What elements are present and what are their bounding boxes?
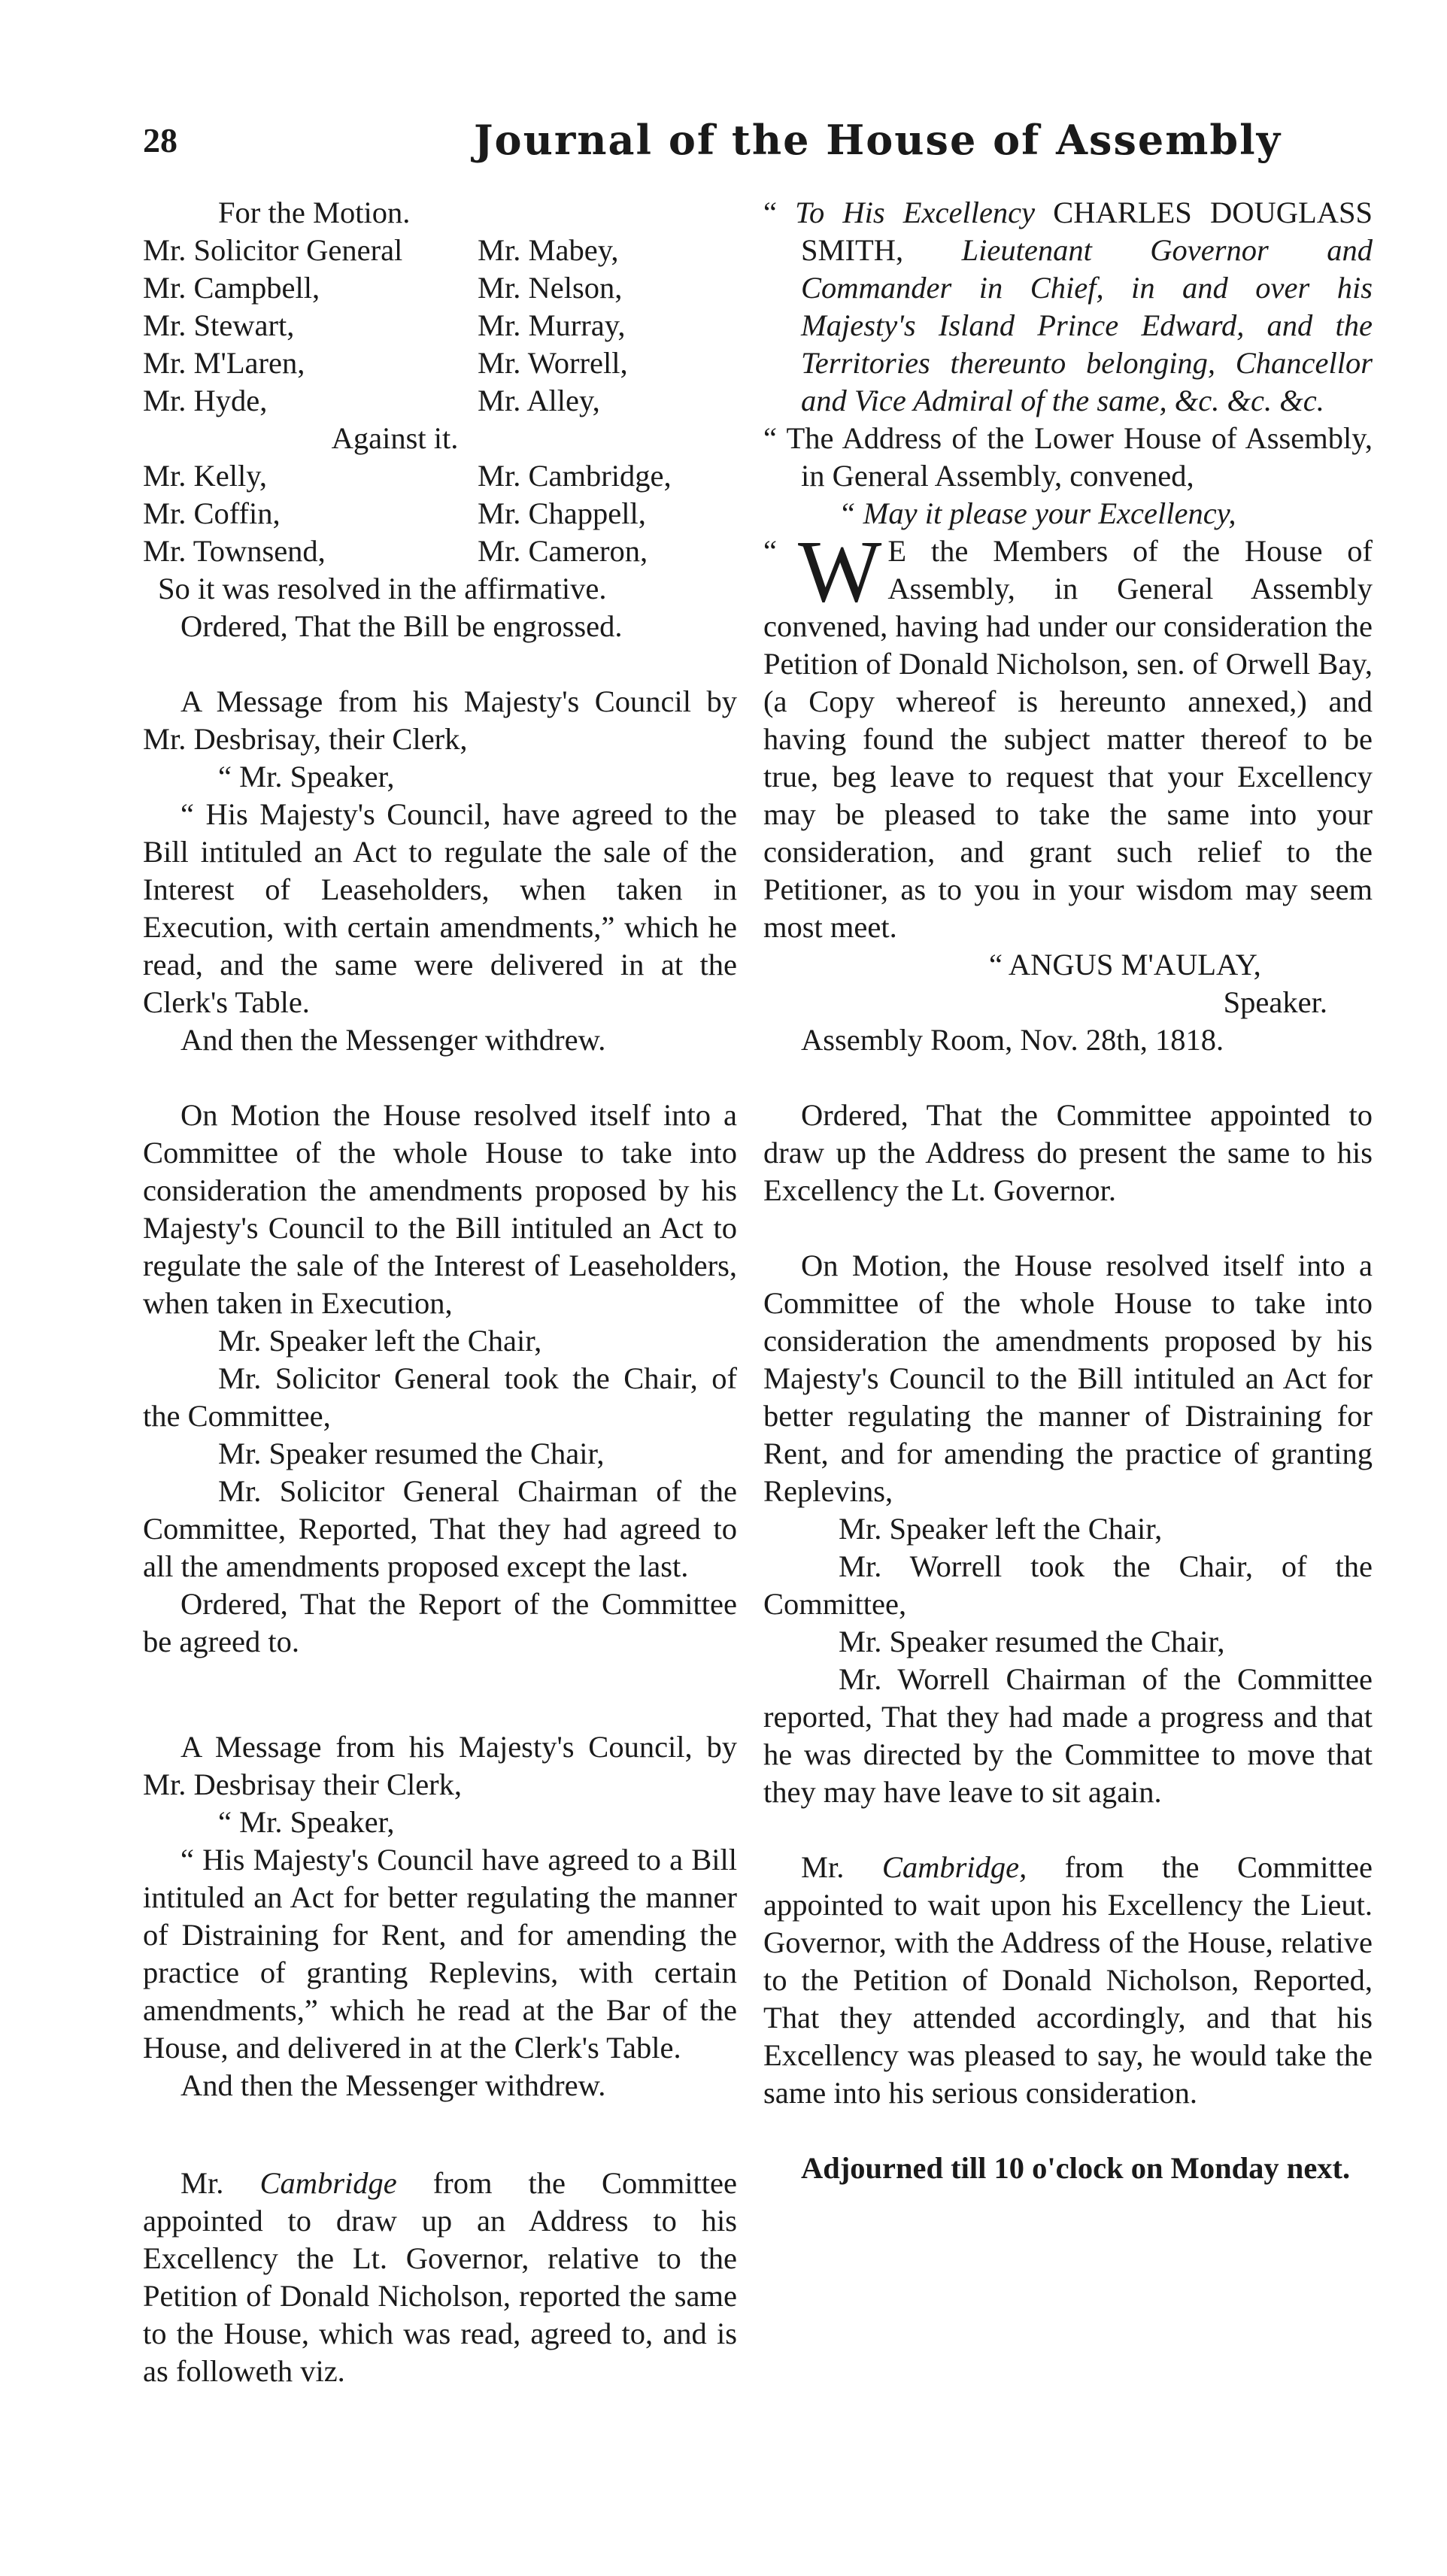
against-member: Mr. Townsend, — [143, 534, 326, 568]
address-open-quote: “ — [763, 196, 777, 229]
running-head: Journal of the House of Assembly — [474, 116, 1282, 164]
message1-body: “ His Majesty's Council, have agreed to the Bill intituled an Act to regulate the sale of the Interest of Leaseholders, when taken in Execution, with certain amendments,” which he read, and the same were delivered in at the Clerk's Table. — [143, 797, 737, 1019]
for-member: Mr. Solicitor General — [143, 233, 403, 267]
ordered-report-agreed: Ordered, That the Report of the Committee be agreed to. — [143, 1587, 737, 1658]
ordered-engrossed: Ordered, That the Bill be engrossed. — [180, 609, 623, 643]
solicitor-took-chair: Mr. Solicitor General took the Chair, of the Committee, — [143, 1361, 737, 1433]
cambridge-name: Cambridge — [259, 2166, 397, 2200]
for-member: Mr. Stewart, — [143, 308, 295, 342]
address-body-text: E the Members of the House of Assembly, in General Assembly convened, having had under our consideration the Petition of Donald Nicholson, sen. of Orwell Bay, (a Copy whereof is hereunto annexed,) and having found the subject matter thereof to be true, beg leave to request that your Excellency may be pleased to take the same into your consideration, and grant such relief to the Petitioner, as to you in your wisdom may seem most meet. — [763, 534, 1373, 944]
worrell-took-chair: Mr. Worrell took the Chair, of the Committee, — [763, 1549, 1373, 1621]
may-it-please-text: “ May it please your Excellency, — [839, 496, 1236, 530]
address-from: “ The Address of the Lower House of Assembly, in General Assembly, convened, — [763, 421, 1373, 493]
cambridge-report-text-2: from the Committee appointed to wait upon his Excellency the Lieut. Governor, with the Address of the House, relative to the Petition of Donald Nicholson, Reported, That they attended accordingly, and that his Excellency was pleased to say, he would take the same into his serious consideration. — [763, 1850, 1373, 2110]
message1-salutation: “ Mr. Speaker, — [218, 760, 395, 793]
for-row — [143, 232, 737, 269]
for-member: Mr. Murray, — [478, 308, 626, 342]
address-heading — [763, 194, 1373, 420]
for-motion-heading: For the Motion. — [218, 196, 411, 229]
against-member: Mr. Cameron, — [478, 534, 648, 568]
resolved-affirmative: So it was resolved in the affirmative. — [158, 572, 607, 605]
against-row — [143, 457, 737, 495]
message1-intro: A Message from his Majesty's Council by Mr. Desbrisay, their Clerk, — [143, 684, 737, 756]
cambridge-report-text: from the Committee appointed to draw up an Address to his Excellency the Lt. Governor, relative to the Petition of Donald Nicholson, reported the same to the House, which was read, agreed to, and is as followeth viz. — [143, 2166, 737, 2388]
against-heading: Against it. — [331, 421, 459, 455]
for-row — [143, 382, 737, 420]
ordered-present-address: Ordered, That the Committee appointed to draw up the Address do present the same to his Excellency the Lt. Governor. — [763, 1098, 1373, 1207]
for-member: Mr. Nelson, — [478, 271, 623, 305]
message1-withdrew: And then the Messenger withdrew. — [180, 1023, 606, 1057]
for-motion-list — [143, 232, 737, 420]
address-body-quote: “ — [763, 534, 777, 568]
for-member: Mr. Mabey, — [478, 233, 619, 267]
left-column — [143, 194, 737, 2390]
cambridge-address-report — [143, 2165, 737, 2390]
against-member: Mr. Cambridge, — [478, 459, 672, 493]
for-member: Mr. Alley, — [478, 384, 600, 417]
against-member: Mr. Coffin, — [143, 496, 281, 530]
for-member: Mr. Campbell, — [143, 271, 320, 305]
message2-intro: A Message from his Majesty's Council, by Mr. Desbrisay their Clerk, — [143, 1730, 737, 1801]
against-row — [143, 532, 737, 570]
page-number: 28 — [143, 121, 177, 159]
right-column — [763, 194, 1373, 2187]
for-member: Mr. Hyde, — [143, 384, 268, 417]
message2-body: “ His Majesty's Council have agreed to a Bill intituled an Act for better regulating the manner of Distraining for Rent, and for amending the practice of granting Replevins, with certain amendments,” which he read at the Bar of the House, and delivered in at the Clerk's Table. — [143, 1843, 737, 2065]
adjourned: Adjourned till 10 o'clock on Monday next. — [801, 2151, 1351, 2185]
assembly-room-date: Assembly Room, Nov. 28th, 1818. — [801, 1023, 1224, 1057]
cambridge-mr-2: Mr. — [801, 1850, 845, 1884]
against-member: Mr. Chappell, — [478, 496, 646, 530]
address-body — [763, 522, 1373, 946]
for-member: Mr. Worrell, — [478, 346, 628, 380]
drop-cap-letter: W — [797, 522, 882, 620]
speaker-resumed-chair-1: Mr. Speaker resumed the Chair, — [218, 1437, 605, 1470]
for-member: Mr. M'Laren, — [143, 346, 305, 380]
message2-withdrew: And then the Messenger withdrew. — [180, 2068, 606, 2102]
page-header — [143, 113, 1316, 181]
motion2-paragraph: On Motion, the House resolved itself into a Committee of the whole House to take into consideration the amendments proposed by his Majesty's Council to the Bill intituled an Act for better regulating the manner of Distraining for Rent, and for amending the practice of granting Replevins, — [763, 1249, 1373, 1508]
cambridge-name-2: Cambridge, — [881, 1850, 1027, 1884]
signature-name: “ ANGUS M'AULAY, — [989, 948, 1261, 982]
message2-salutation: “ Mr. Speaker, — [218, 1805, 395, 1839]
cambridge-mr: Mr. — [180, 2166, 224, 2200]
speaker-left-chair-2: Mr. Speaker left the Chair, — [839, 1512, 1163, 1546]
speaker-resumed-chair-2: Mr. Speaker resumed the Chair, — [839, 1625, 1225, 1658]
solicitor-reported: Mr. Solicitor General Chairman of the Committee, Reported, That they had agreed to all the amendments proposed except the last. — [143, 1474, 737, 1583]
signature-title: Speaker. — [1223, 985, 1327, 1019]
for-row — [143, 307, 737, 344]
cambridge-attended-report — [763, 1849, 1373, 2112]
address-recipient-title: Lieutenant Governor and Commander in Chief, in and over his Majesty's Island Prince Edward, and the Territories thereunto belonging, Chancellor and Vice Admiral of the same, &c. &c. &c. — [801, 233, 1373, 417]
for-row — [143, 269, 737, 307]
worrell-reported: Mr. Worrell Chairman of the Committee reported, That they had made a progress and that he was directed by the Committee to move that they may have leave to sit again. — [763, 1662, 1373, 1809]
motion1-paragraph: On Motion the House resolved itself into a Committee of the whole House to take into consideration the amendments proposed by his Majesty's Council to the Bill intituled an Act to regulate the sale of the Interest of Leaseholders, when taken in Execution, — [143, 1098, 737, 1320]
against-row — [143, 495, 737, 532]
address-to: To His Excellency — [795, 196, 1036, 229]
against-member: Mr. Kelly, — [143, 459, 267, 493]
speaker-left-chair-1: Mr. Speaker left the Chair, — [218, 1324, 542, 1358]
for-row — [143, 344, 737, 382]
address-recipient-name: CHARLES DOUGLASS SMITH, — [801, 196, 1373, 267]
against-list — [143, 457, 737, 570]
